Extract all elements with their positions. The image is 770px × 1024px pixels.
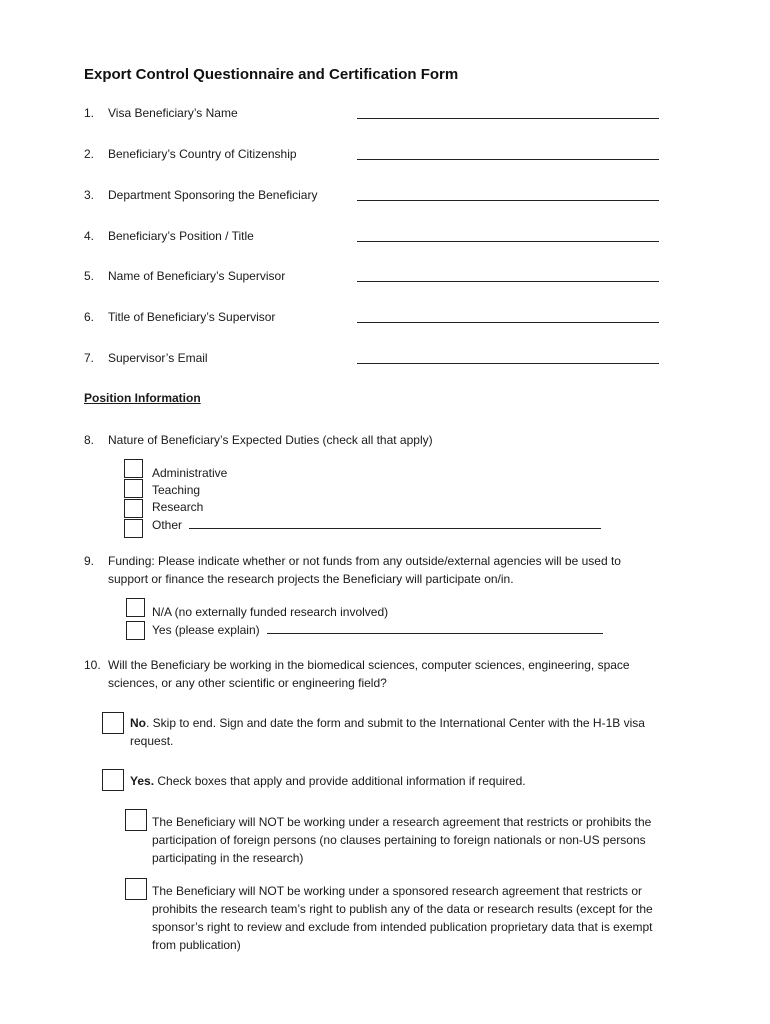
option-no-text: . Skip to end. Sign and date the form and submit to the International Center with the H-1B visa request. [130, 716, 645, 748]
field-position-title [84, 229, 664, 247]
option-yes-text: Check boxes that apply and provide additional information if required. [154, 774, 526, 788]
checkbox-other[interactable] [124, 519, 143, 538]
checkbox-no-restriction-foreign[interactable] [125, 809, 147, 831]
field-label: Beneficiary’s Country of Citizenship [108, 147, 297, 161]
question-number: 8. [84, 433, 95, 447]
question-text: Will the Beneficiary be working in the biomedical sciences, computer sciences, engineering, space sciences, or any other scientific or engineering field? [108, 658, 630, 690]
position-input-line[interactable] [357, 241, 659, 242]
checkbox-funding-yes[interactable] [126, 621, 145, 640]
funding-explain-input-line[interactable] [267, 622, 603, 634]
field-country-citizenship [84, 147, 664, 165]
option-administrative: Administrative [152, 466, 228, 480]
beneficiary-name-input-line[interactable] [357, 118, 659, 119]
option-funding-na: N/A (no externally funded research involved) [152, 605, 389, 619]
question-text: Funding: Please indicate whether or not funds from any outside/external agencies will be used to support or finance the research projects the Beneficiary will participate on/in. [108, 554, 621, 586]
field-label: Supervisor’s Email [108, 351, 208, 365]
field-beneficiary-name [84, 106, 664, 124]
checkbox-funding-na[interactable] [126, 598, 145, 617]
country-input-line[interactable] [357, 159, 659, 160]
field-number: 3. [84, 188, 95, 202]
field-label: Name of Beneficiary’s Supervisor [108, 269, 286, 283]
field-number: 1. [84, 106, 95, 120]
option-yes-label: Yes. [130, 774, 155, 788]
field-label: Beneficiary’s Position / Title [108, 229, 254, 243]
option-research: Research [152, 500, 204, 514]
field-number: 2. [84, 147, 95, 161]
form-title: Export Control Questionnaire and Certification Form [84, 66, 459, 83]
supervisor-title-input-line[interactable] [357, 322, 659, 323]
section-title: Position Information [84, 391, 201, 405]
field-department [84, 188, 664, 206]
other-input-line[interactable] [189, 517, 601, 529]
field-supervisor-name [84, 269, 664, 287]
supervisor-email-input-line[interactable] [357, 363, 659, 364]
question-text: Nature of Beneficiary’s Expected Duties (check all that apply) [108, 433, 433, 447]
field-supervisor-email [84, 351, 664, 369]
question-number: 10. [84, 658, 101, 672]
field-label: Department Sponsoring the Beneficiary [108, 188, 318, 202]
option-funding-yes-row [152, 622, 603, 639]
option-no [130, 714, 660, 750]
field-label: Title of Beneficiary’s Supervisor [108, 310, 276, 324]
field-number: 7. [84, 351, 95, 365]
statement-no-restriction-publish: The Beneficiary will NOT be working under a sponsored research agreement that restricts or prohibits the research team’s right to publish any of the data or research results (except for the sponsor’s right to review and exclude from intended publication proprietary data that is exempt from publication) [152, 884, 653, 952]
field-number: 4. [84, 229, 95, 243]
statement-no-restriction-foreign: The Beneficiary will NOT be working under a research agreement that restricts or prohibits the participation of foreign persons (no clauses pertaining to foreign nationals or non-US persons participating in the research) [152, 815, 652, 865]
question-number: 9. [84, 554, 95, 568]
option-other-row [152, 517, 601, 534]
checkbox-no-restriction-publish[interactable] [125, 878, 147, 900]
option-funding-yes: Yes (please explain) [152, 623, 260, 637]
checkbox-administrative[interactable] [124, 459, 143, 478]
field-number: 5. [84, 269, 95, 283]
checkbox-research[interactable] [124, 499, 143, 518]
checkbox-yes[interactable] [102, 769, 124, 791]
supervisor-name-input-line[interactable] [357, 281, 659, 282]
option-other: Other [152, 518, 183, 532]
department-input-line[interactable] [357, 200, 659, 201]
checkbox-teaching[interactable] [124, 479, 143, 498]
field-supervisor-title [84, 310, 664, 328]
option-no-label: No [130, 716, 146, 730]
checkbox-no[interactable] [102, 712, 124, 734]
option-yes [130, 772, 660, 790]
field-number: 6. [84, 310, 95, 324]
field-label: Visa Beneficiary’s Name [108, 106, 238, 120]
option-teaching: Teaching [152, 483, 201, 497]
